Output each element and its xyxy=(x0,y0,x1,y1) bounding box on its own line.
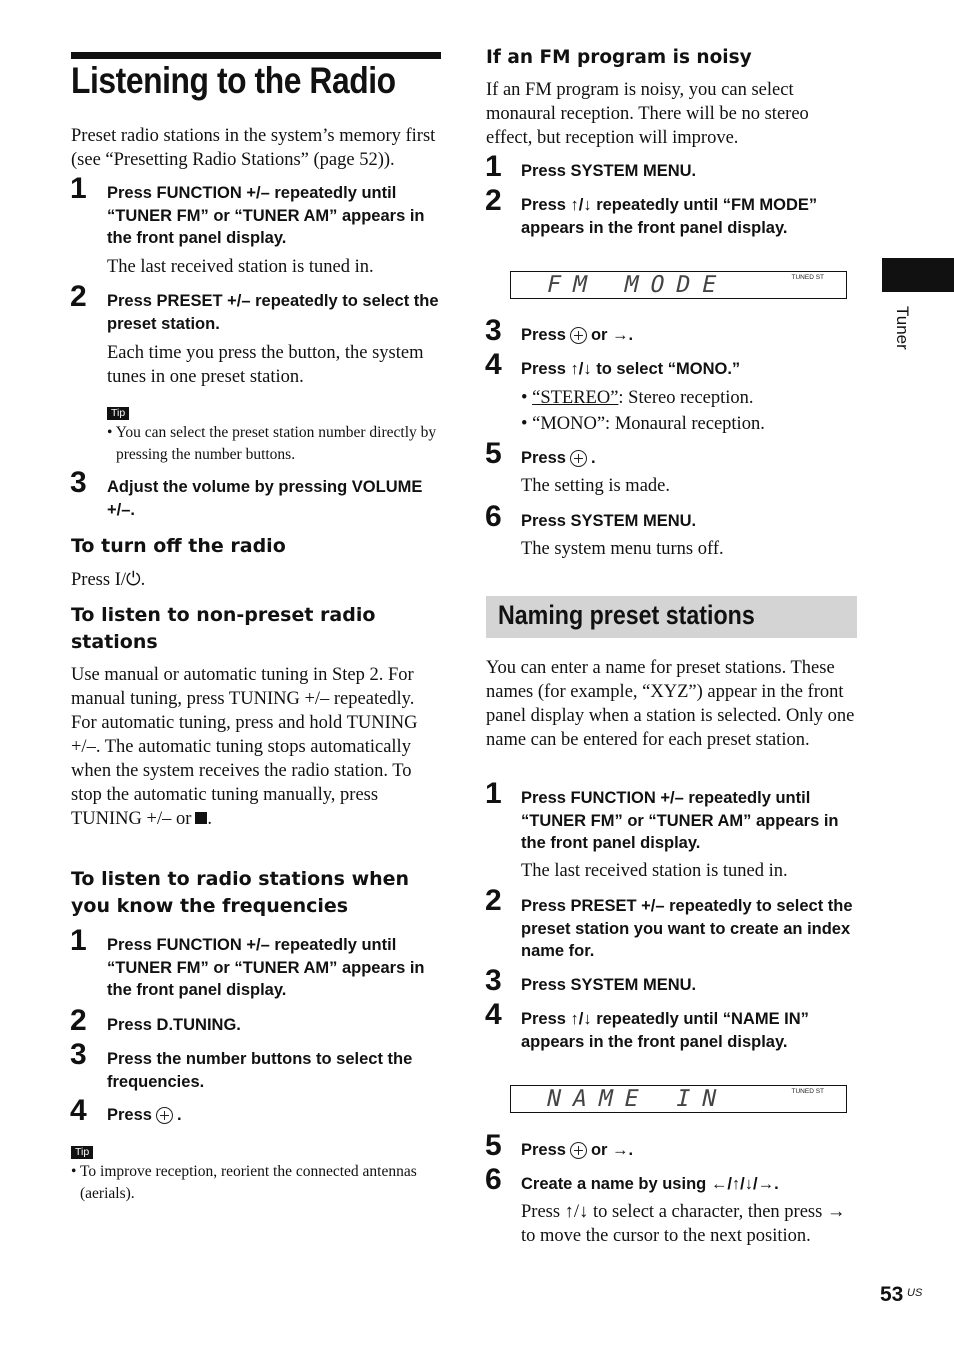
step-text: Press SYSTEM MENU. xyxy=(521,162,697,180)
bullet-stereo: • “STEREO”: Stereo reception. xyxy=(521,388,754,408)
step-note: The last received station is tuned in. xyxy=(521,861,788,881)
title-rule xyxy=(71,52,441,59)
step-number: 1 xyxy=(70,172,87,205)
section-title: Naming preset stations xyxy=(498,600,755,630)
enter-button-icon xyxy=(570,1142,587,1159)
step-text: Press ↑/↓ repeatedly until “FM MODE” appears in the front panel display. xyxy=(521,196,818,237)
nonpreset-text: Use manual or automatic tuning in Step 2. For manual tuning, press TUNING +/– repeatedly. For automatic tuning, press and hold TUNING +/–. The automatic tuning stops automatically when the system receives the radio station. To stop the automatic tuning manually, press TUNING +/– or . xyxy=(71,665,418,829)
enter-button-icon xyxy=(570,327,587,344)
step-note: Each time you press the button, the system tunes in one preset station. xyxy=(107,343,424,387)
step-number: 5 xyxy=(485,1129,502,1162)
step-number: 2 xyxy=(70,280,87,313)
nonpreset-heading: To listen to non-preset radio stations xyxy=(71,604,376,653)
tip-text: • To improve reception, reorient the connected antennas (aerials). xyxy=(71,1163,417,1202)
step-number: 5 xyxy=(485,437,502,470)
section-header xyxy=(486,596,857,638)
step-text: Press or →. xyxy=(521,326,634,344)
step-note: The last received station is tuned in. xyxy=(107,257,374,277)
step-number: 1 xyxy=(485,777,502,810)
display-indicator: TUNED ST xyxy=(791,1088,824,1095)
step-number: 3 xyxy=(485,314,502,347)
step-text: Press D.TUNING. xyxy=(107,1016,241,1034)
step-text: Press FUNCTION +/– repeatedly until “TUNER FM” or “TUNER AM” appears in the front panel display. xyxy=(521,789,839,852)
step-number: 2 xyxy=(485,884,502,917)
step-number: 4 xyxy=(485,348,502,381)
step-text: Press the number buttons to select the frequencies. xyxy=(107,1050,413,1091)
step-text: Press SYSTEM MENU. xyxy=(521,512,697,530)
tip-badge: Tip xyxy=(71,1146,93,1159)
stop-icon xyxy=(195,812,207,824)
step-text: Press . xyxy=(521,449,596,467)
enter-button-icon xyxy=(156,1107,173,1124)
step-text: Press PRESET +/– repeatedly to select the preset station. xyxy=(107,292,439,333)
page-number: 53 xyxy=(880,1283,904,1306)
step-number: 3 xyxy=(70,1038,87,1071)
step-text: Create a name by using ←/↑/↓/→. xyxy=(521,1175,779,1193)
step-number: 1 xyxy=(485,150,502,183)
tip-badge: Tip xyxy=(107,407,129,420)
off-text: Press I/⏻. xyxy=(71,570,146,590)
bullet-mono: • “MONO”: Monaural reception. xyxy=(521,414,765,434)
intro-text: Preset radio stations in the system’s memory first (see “Presetting Radio Stations” (page 52)). xyxy=(71,126,436,170)
front-panel-display xyxy=(510,1085,847,1113)
display-text: NAME IN xyxy=(544,1086,731,1112)
step-number: 3 xyxy=(70,466,87,499)
step-note: Press ↑/↓ to select a character, then press → to move the cursor to the next position. xyxy=(521,1202,846,1246)
page-number-suffix: US xyxy=(907,1287,923,1299)
freq-heading: To listen to radio stations when you know the frequencies xyxy=(71,868,410,917)
side-tab-label: Tuner xyxy=(893,306,912,350)
stereo-link[interactable]: “STEREO” xyxy=(532,388,619,408)
step-number: 1 xyxy=(70,924,87,957)
step-text: Press . xyxy=(107,1106,182,1124)
step-number: 4 xyxy=(485,998,502,1031)
tip-text: • You can select the preset station number directly by pressing the number buttons. xyxy=(107,424,437,463)
step-text: Press ↑/↓ repeatedly until “NAME IN” appears in the front panel display. xyxy=(521,1010,809,1051)
step-text: Press PRESET +/– repeatedly to select the preset station you want to create an index name for. xyxy=(521,897,853,960)
step-number: 2 xyxy=(70,1004,87,1037)
step-text: Adjust the volume by pressing VOLUME +/–. xyxy=(107,478,423,519)
page-title: Listening to the Radio xyxy=(71,60,396,101)
front-panel-display xyxy=(510,271,847,299)
off-heading: To turn off the radio xyxy=(71,535,286,557)
step-note: The system menu turns off. xyxy=(521,539,724,559)
section-side-tab xyxy=(882,258,954,292)
step-text: Press SYSTEM MENU. xyxy=(521,976,697,994)
display-text: FM MODE xyxy=(544,272,731,298)
step-number: 6 xyxy=(485,1163,502,1196)
step-number: 4 xyxy=(70,1094,87,1127)
step-text: Press FUNCTION +/– repeatedly until “TUNER FM” or “TUNER AM” appears in the front panel display. xyxy=(107,184,425,247)
step-note: The setting is made. xyxy=(521,476,670,496)
power-icon: I/⏻ xyxy=(114,570,141,590)
noisy-heading: If an FM program is noisy xyxy=(486,47,752,68)
step-text: Press or →. xyxy=(521,1141,634,1159)
naming-intro: You can enter a name for preset stations. These names (for example, “XYZ”) appear in the front panel display when a station is selected. Only one name can be entered for each preset station. xyxy=(486,658,855,750)
step-text: Press ↑/↓ to select “MONO.” xyxy=(521,360,741,378)
step-number: 2 xyxy=(485,184,502,217)
noisy-text: If an FM program is noisy, you can select monaural reception. There will be no stereo effect, but reception will improve. xyxy=(486,80,809,148)
display-indicator: TUNED ST xyxy=(791,274,824,281)
step-number: 3 xyxy=(485,964,502,997)
step-text: Press FUNCTION +/– repeatedly until “TUNER FM” or “TUNER AM” appears in the front panel display. xyxy=(107,936,425,999)
step-number: 6 xyxy=(485,500,502,533)
enter-button-icon xyxy=(570,450,587,467)
